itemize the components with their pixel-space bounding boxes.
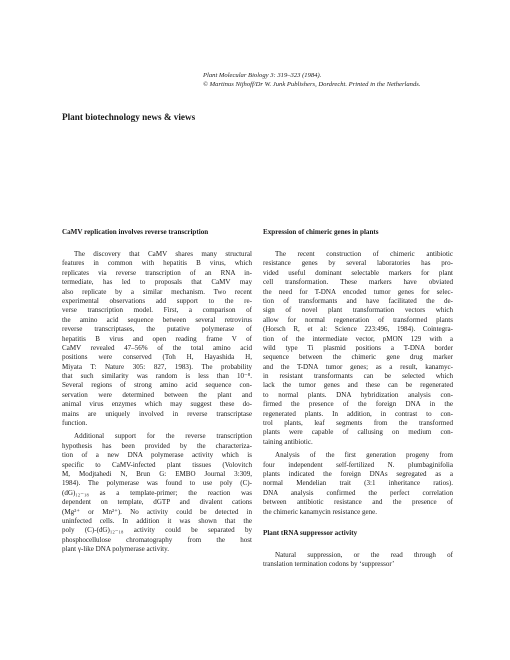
text-line: hypothesis has been provided by the characteriza- <box>62 441 252 450</box>
text-line: CaMV revealed 47–56% of the total amino acid <box>62 343 252 352</box>
text-line: 1984). The polymerase was found to use poly (C)- <box>62 479 252 488</box>
text-line: trol plants, leaf segments from the transformed <box>263 419 453 428</box>
text-line: vided useful dominant selectable markers for plant <box>263 268 453 277</box>
text-line: tion of transformants and have facilitated the de- <box>263 296 453 305</box>
paragraph <box>62 432 252 554</box>
text-line: Additional support for the reverse transcription <box>74 432 252 441</box>
text-line: function. <box>62 419 88 428</box>
text-line: reverse transcriptases, the putative polymerase of <box>62 325 252 334</box>
text-line: and the T-DNA tumor genes; as a result, kanamyc- <box>263 362 453 371</box>
text-line: Analysis of the first generation progeny from <box>275 451 453 460</box>
text-line: mains are uniquely involved in reverse transcriptase <box>62 409 252 418</box>
section-title: Plant biotechnology news & views <box>62 112 196 122</box>
text-line: resistance genes by several laboratories has pro- <box>263 259 453 268</box>
text-line: that such similarity was random is less than 10⁻⁸. <box>62 372 252 381</box>
text-line: termediate, has led to proposals that CaMV may <box>62 278 252 287</box>
text-line: the need for T-DNA encoded tumor genes for selec- <box>263 287 453 296</box>
text-line: firmed the presence of the foreign DNA in the <box>263 400 453 409</box>
text-line: (Horsch R, et al: Science 223:496, 1984). Cointegra- <box>263 325 453 334</box>
text-line: between antibiotic resistance and the presence of <box>263 498 453 507</box>
journal-citation <box>203 71 503 89</box>
text-line: taining antibiotic. <box>263 437 313 446</box>
text-line: tion of a new DNA polymerase activity which is <box>62 451 252 460</box>
text-line: plant γ-like DNA polymerase activity. <box>62 545 169 554</box>
article-heading: CaMV replication involves reverse transcription <box>62 228 209 236</box>
text-line: translation termination codons by ‘suppressor’ <box>263 560 395 569</box>
text-line: plants were capable of callusing on medium con- <box>263 428 453 437</box>
text-line: Natural suppression, or the read through of <box>275 550 453 559</box>
text-line: positions were conserved (Toh H, Hayashida H, <box>62 353 252 362</box>
paragraph <box>263 551 453 570</box>
text-line: the amino acid sequence between several retrovirus <box>62 315 252 324</box>
text-line: wild type Ti plasmid positions a T-DNA border <box>263 343 453 352</box>
article-heading: Plant tRNA suppressor activity <box>263 528 358 537</box>
paragraph <box>263 451 453 517</box>
text-line: verse transcription model. First, a comparison of <box>62 306 252 315</box>
text-line: hepatitis B virus and open reading frame V of <box>62 334 252 343</box>
text-line: Several regions of strong amino acid sequence con- <box>62 381 252 390</box>
text-line: dependent on template, dGTP and divalent cations <box>62 498 252 507</box>
right-column <box>263 228 453 570</box>
text-line: regenerated plants. In addition, in contrast to con- <box>263 409 453 418</box>
paragraph <box>263 250 453 447</box>
text-line: also replicate by a similar mechanism. Two recent <box>62 287 252 296</box>
text-line: lack the tumor genes and these can be regenerated <box>263 381 453 390</box>
text-line: specific to CaMV-infected plant tissues (Volovitch <box>62 460 252 469</box>
text-line: to normal plants. DNA hybridization analysis con- <box>263 390 453 399</box>
text-line: replicates via reverse transcription of an RNA in- <box>62 268 252 277</box>
text-line: (dG)₁₂₋₁₈ as a template-primer; the reaction was <box>62 488 252 497</box>
text-line: the chimeric kanamycin resistance gene. <box>263 507 378 516</box>
text-line: (Mg²⁺ or Mn²⁺). No activity could be detected in <box>62 507 252 516</box>
article-heading: Expression of chimeric genes in plants <box>263 228 379 236</box>
text-line: phosphocellulose chromatography from the host <box>62 535 252 544</box>
text-line: The recent construction of chimeric antibiotic <box>275 250 453 258</box>
text-line: poly (C)-(dG)₁₂₋₁₈ activity could be separated by <box>62 526 252 535</box>
left-column <box>62 228 252 555</box>
text-line: cell transformation. These markers have obviated <box>263 278 453 287</box>
text-line: animal virus enzymes which may suggest these do- <box>62 400 252 409</box>
text-line: tion of the intermediate vector, pMON 129 with a <box>263 334 453 343</box>
paragraph <box>62 250 252 428</box>
text-line: DNA analysis confirmed the perfect correlation <box>263 488 453 497</box>
text-line: servation were determined between the plant and <box>62 390 252 399</box>
text-line: in resistant transformants can be selected which <box>263 372 453 381</box>
journal-citation-line: Plant Molecular Biology 3: 319–323 (1984). <box>203 72 322 79</box>
text-line: The discovery that CaMV shares many structural <box>74 250 252 258</box>
text-line: plants indicated the foreign DNAs segregated as a <box>263 469 453 478</box>
text-line: features in common with hepatitis B virus, which <box>62 259 252 268</box>
text-line: allow for normal regeneration of transformed plants <box>263 315 453 324</box>
text-line: experimental observations add support to the re- <box>62 296 252 305</box>
text-line: normal Mendelian trait (3:1 inheritance ratios). <box>263 479 453 488</box>
text-line: four independent self-fertilized N. plumbaginifolia <box>263 460 453 469</box>
copyright-line: © Martinus Nijhoff/Dr W. Junk Publishers, Dordrecht. Printed in the Netherlands. <box>203 81 421 88</box>
text-line: sign of novel plant transformation vectors which <box>263 306 453 315</box>
text-line: M, Modjtahedi N, Brun G: EMBO Journal 3:309, <box>62 469 252 478</box>
text-line: sequence between the chimeric gene drug marker <box>263 353 453 362</box>
text-line: uninfected cells. In addition it was shown that the <box>62 516 252 525</box>
text-line: Miyata T: Nature 305: 827, 1983). The probability <box>62 362 252 371</box>
